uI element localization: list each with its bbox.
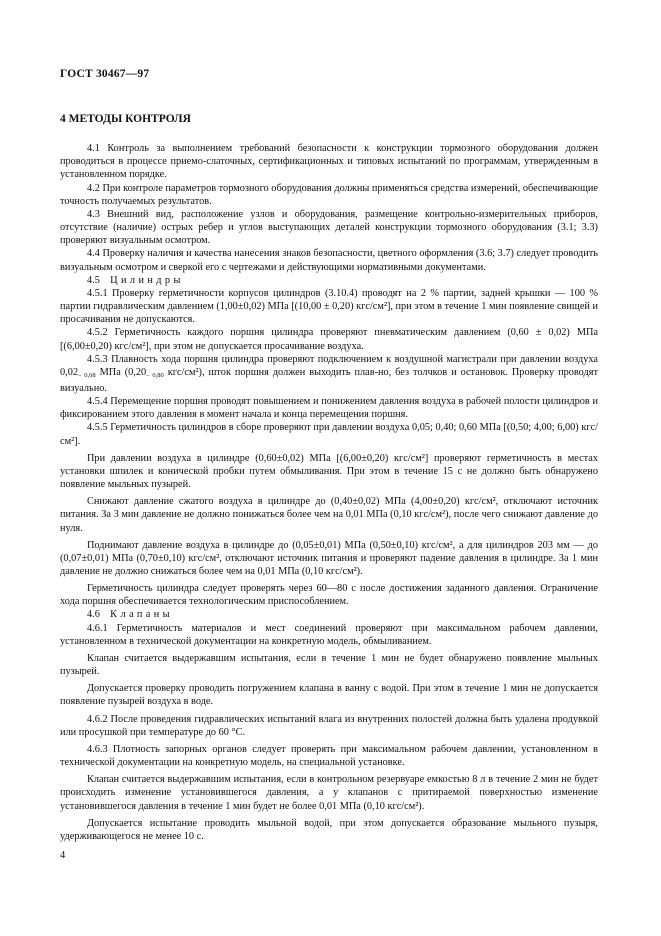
paragraph-4-6-1-c: Допускается проверку проводить погружением клапана в ванну с водой. При этом в течение 1 мин не допускается появление пузырей воздуха в воде. [60,683,598,708]
paragraph-4-6-1-b: Клапан считается выдержавшим испытания, если в течение 1 мин не будет обнаружено появление мыльных пузырей. [60,652,598,678]
document-page [60,0,598,936]
paragraph-4-5-5: 4.5.5 Герметичность цилиндров в сборе проверяют при давлении воздуха 0,05; 0,40; 0,60 МПа [(0,50; 4,00; 6,00) кгс/см²]. [60,422,598,447]
subsection-title-4-5: 4.5 Цилиндры [87,274,184,286]
document-body [60,113,598,843]
document-header: ГОСТ 30467—97 [60,68,150,80]
paragraph-4-5-5-c: Снижают давление сжатого воздуха в цилиндре до (0,40±0,02) МПа (4,00±0,20) кгс/см², отключают источник питания. За 3 мин давление не должно понижаться более чем на 0,01 МПа (0,10 кгс/см²), после чего снижают давление до нуля. [60,496,598,534]
paragraph-4-1: 4.1 Контроль за выполнением требований безопасности к конструкции тормозного оборудования должен проводиться в процессе приемо-слаточных, сертификационных и типовых испытаний по программам, утвержденным в установленном порядке. [60,143,598,181]
subsection-title-4-6: 4.6 Клапаны [87,609,173,621]
paragraph-4-3: 4.3 Внешний вид, расположение узлов и оборудования, размещение контрольно-измерительных приборов, отсутствие (наличие) острых ребер и углов выступающих деталей конструкции тормозного оборудования (3.1; 3.3) проверяют визуальным осмотром. [60,208,598,247]
paragraph-4-5-5-b: При давлении воздуха в цилиндре (0,60±0,02) МПа [(6,00±0,20) кгс/см²] проверяют герметичность в местах установки шпилек и конической пробки путем обмыливания. При этом в течение 15 с не должно быть обнаружено появление мыльных пузырей. [60,452,598,491]
paragraph-4-6-3: 4.6.3 Плотность запорных органов следует проверять при максимальном рабочем давлении, установленном в технической документации на конкретную модель, на специальной установке. [60,743,598,769]
paragraph-4-6-3-c: Допускается испытание проводить мыльной водой, при этом допускается образование мыльного пузыря, удерживающегося не менее 10 с. [60,817,598,842]
paragraph-4-5-1: 4.5.1 Проверку герметичности корпусов цилиндров (3.10.4) проводят на 2 % партии, задней крышки — 100 % партии гидравлическим давлением (1,00±0,02) МПа [(10,00 ± 0,20) кгс/см²], при этом в течение 1 мин появление свищей и просачивания не допускаются. [60,287,598,326]
paragraph-4-5-5-e: Герметичность цилиндра следует проверять через 60—80 с после достижения заданного давления. Ограничение хода поршня обеспечивается технологическим приспособлением. [60,583,598,608]
paragraph-4-2: 4.2 При контроле параметров тормозного оборудования должны применяться средства измерений, обеспечивающие точность получаемых результатов. [60,182,598,207]
paragraph-4-5-3: 4.5.3 Плавность хода поршня цилиндра проверяют подключением к воздушной магистрали при давлении воздуха $0,02_{- 0,08}$ МПа ($0,20_{- 0,80}$ кгс/см²), шток поршня должен выходить плав-но, без толчков и остановок. Проверку проводят визуально. [60,353,598,394]
paragraph-4-5-2: 4.5.2 Герметичность каждого поршня цилиндра проверяют пневматическим давлением (0,60 ± 0,02) МПа [(6,00±0,20) кгс/см²], при этом не допускается просачивание воздуха. [60,327,598,352]
section-heading: 4 МЕТОДЫ КОНТРОЛЯ [60,113,191,125]
paragraph-4-5-5-d: Поднимают давление воздуха в цилиндре до (0,05±0,01) МПа (0,50±0,10) кгс/см², а для цилиндров 203 мм — до (0,07±0,01) МПа (0,70±0,10) кгс/см², отключают источник питания и проверяют падение давления в цилиндре. За 1 мин давление не должно снижаться более чем на 0,01 МПа (0,10 кгс/см²). [60,539,598,577]
page-number: 4 [60,850,66,861]
paragraph-4-4: 4.4 Проверку наличия и качества нанесения знаков безопасности, цветного оформления (3.6; 3.7) следует проводить визуальным осмотром и сверкой его с чертежами и действующими нормативными документами. [60,248,598,273]
paragraph-4-6-1: 4.6.1 Герметичность материалов и мест соединений проверяют при максимальном рабочем давлении, установленном в технической документации на конкретную модель, обмыливанием. [60,622,598,647]
paragraph-4-6-2: 4.6.2 После проведения гидравлических испытаний влага из внутренних полостей должна быть удалена продувкой или просушкой при температуре до 60 °С. [60,713,598,738]
paragraph-4-5-4: 4.5.4 Перемещение поршня проводят повышением и понижением давления воздуха в рабочей полости цилиндров и фиксированием этого давления в момент начала и конца перемещения поршня. [60,396,598,421]
paragraph-4-6-3-b: Клапан считается выдержавшим испытания, если в контрольном резервуаре емкостью 8 л в течение 2 мин не будет происходить изменение установившегося давления, а у клапанов с притираемой поверхностью изменение установившегося давления в течение 1 мин будет не более 0,01 МПа (0,10 кгс/см²). [60,774,598,812]
